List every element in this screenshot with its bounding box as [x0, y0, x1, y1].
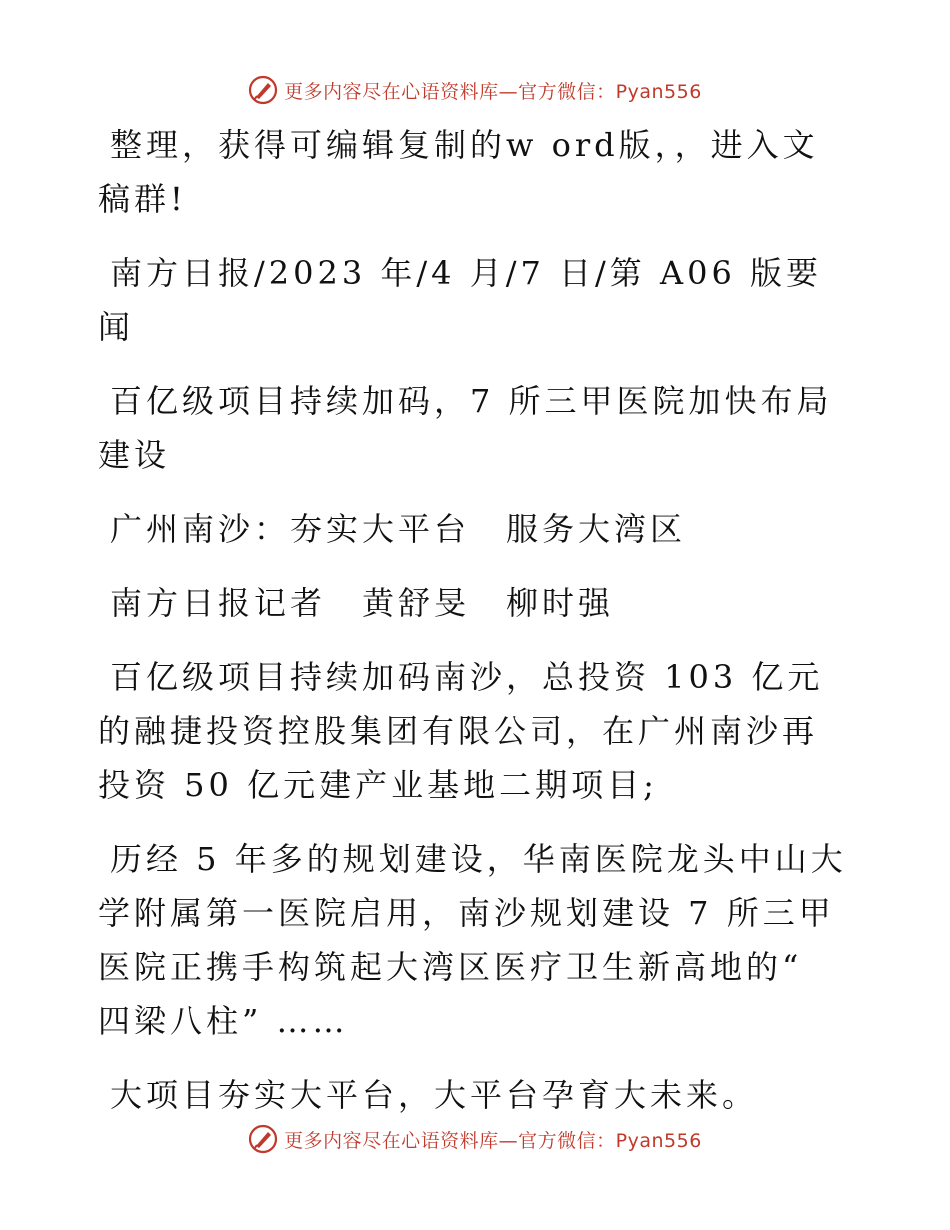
quill-pen-logo-icon: [248, 1124, 278, 1154]
quill-pen-logo-icon: [248, 75, 278, 105]
body-paragraph: 历经 5 年多的规划建设，华南医院龙头中山大学附属第一医院启用，南沙规划建设 7 所三甲医院正携手构筑起大湾区医疗卫生新高地的“ 四梁八柱” ……: [98, 840, 847, 1040]
source-line: 南方日报/2023 年/4 月/7 日/第 A06 版要闻: [98, 254, 822, 346]
body-paragraph: 百亿级项目持续加码南沙，总投资 103 亿元的融捷投资控股集团有限公司，在广州南沙再投资 50 亿元建产业基地二期项目;: [98, 658, 824, 804]
byline: 南方日报记者 黄舒旻 柳时强: [110, 584, 615, 622]
header-watermark: [0, 73, 950, 107]
watermark-text: 更多内容尽在心语资料库—官方微信：Pyan556: [284, 80, 702, 103]
watermark-text: 更多内容尽在心语资料库—官方微信：Pyan556: [284, 1129, 702, 1152]
subheadline: 广州南沙：夯实大平台 服务大湾区: [110, 510, 687, 548]
document-body: [98, 118, 848, 1122]
footer-watermark: [0, 1122, 950, 1156]
body-paragraph: 大项目夯实大平台，大平台孕育大未来。: [110, 1076, 759, 1114]
intro-paragraph: 整理，获得可编辑复制的w ord版，，进入文稿群!: [98, 126, 819, 218]
headline: 百亿级项目持续加码，7 所三甲医院加快布局建设: [98, 382, 833, 474]
